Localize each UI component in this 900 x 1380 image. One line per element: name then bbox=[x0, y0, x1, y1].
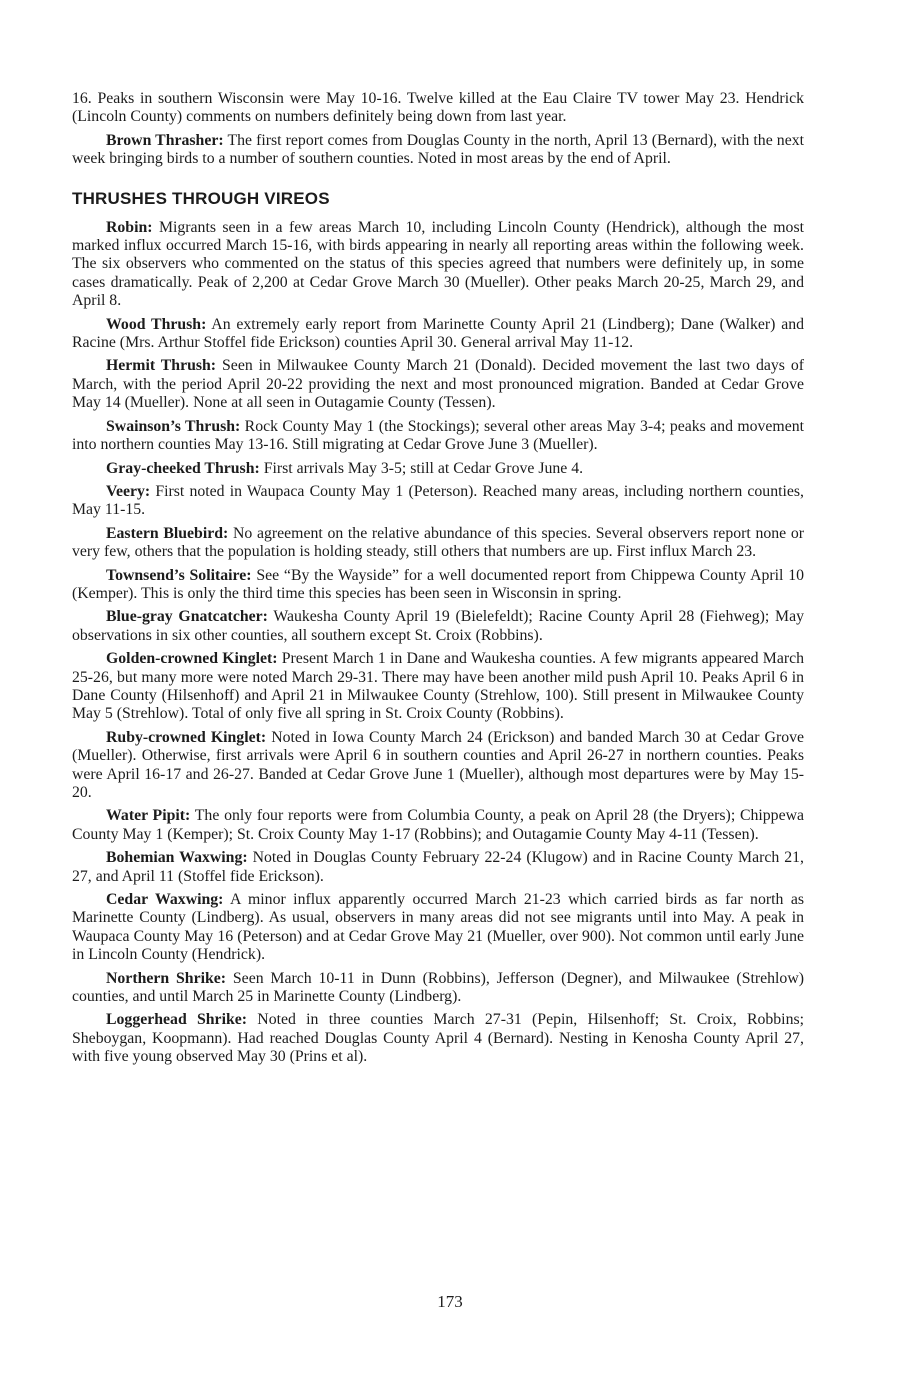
species-name: Cedar Waxwing: bbox=[106, 891, 224, 909]
species-name: Veery: bbox=[106, 482, 151, 500]
species-text: Noted in Douglas County February 22-24 (Klugow) and in Racine County March 21, 27, and April 11 (Stoffel fide Erickson). bbox=[72, 849, 804, 885]
intro-paragraph bbox=[72, 90, 804, 127]
species-entry bbox=[72, 316, 804, 353]
species-text: The first report comes from Douglas County in the north, April 13 (Bernard), with the next week bringing birds to a number of southern counties. Noted in most areas by the end of April. bbox=[72, 131, 804, 168]
species-text: Seen in Milwaukee County March 21 (Donald). Decided movement the last two days of March, with the period April 20-22 providing the next and most pronounced migration. Banded at Cedar Grove May 14 (Mueller). None at all seen in Outagamie County (Tessen). bbox=[72, 357, 804, 412]
species-name: Golden-crowned Kinglet: bbox=[106, 650, 278, 668]
section-heading: THRUSHES THROUGH VIREOS bbox=[72, 188, 330, 208]
species-text: First arrivals May 3-5; still at Cedar Grove June 4. bbox=[263, 459, 584, 477]
species-text: Noted in three counties March 27-31 (Pepin, Hilsenhoff; St. Croix, Robbins; Sheboygan, Koopmann). Had reached Douglas County April 4 (Bernard). Nesting in Kenosha County April 27, with five young observed May 30 (Prins et al). bbox=[72, 1011, 805, 1066]
species-text: Rock County May 1 (the Stockings); several other areas May 3-4; peaks and movement into northern counties May 13-16. Still migrating at Cedar Grove June 3 (Mueller). bbox=[72, 417, 804, 454]
species-name: Ruby-crowned Kinglet: bbox=[106, 728, 267, 746]
species-name: Brown Thrasher: bbox=[106, 131, 224, 149]
species-name: Northern Shrike: bbox=[106, 969, 227, 987]
species-text: See “By the Wayside” for a well documented report from Chippewa County April 10 (Kemper). This is only the third time this species has been seen in Wisconsin in spring. bbox=[72, 566, 804, 602]
species-entry bbox=[72, 1011, 804, 1066]
species-entry bbox=[72, 891, 804, 965]
species-entry bbox=[72, 849, 804, 886]
species-entry bbox=[72, 807, 804, 844]
species-text: An extremely early report from Marinette County April 21 (Lindberg); Dane (Walker) and Racine (Mrs. Arthur Stoffel fide Erickson) counties April 30. General arrival May 11-12. bbox=[72, 315, 804, 352]
species-name: Eastern Bluebird: bbox=[106, 524, 229, 542]
species-text: Waukesha County April 19 (Bielefeldt); Racine County April 28 (Fiehweg); May observations in six other counties, all southern except St. Croix (Robbins). bbox=[72, 608, 804, 644]
species-name: Gray-cheeked Thrush: bbox=[106, 459, 260, 477]
species-name: Hermit Thrush: bbox=[106, 357, 217, 375]
species-name: Townsend’s Solitaire: bbox=[106, 566, 252, 584]
entry-brown-thrasher bbox=[72, 132, 804, 169]
species-entry bbox=[72, 525, 804, 562]
species-text: First noted in Waupaca County May 1 (Peterson). Reached many areas, including northern counties, May 11-15. bbox=[72, 482, 804, 519]
species-name: Water Pipit: bbox=[106, 807, 191, 825]
species-entry bbox=[72, 483, 804, 520]
species-entry bbox=[72, 650, 804, 724]
species-text: The only four reports were from Columbia County, a peak on April 28 (the Dryers); Chippewa County May 1 (Kemper); St. Croix County May 1-17 (Robbins); and Outagamie County May 4-11 (Tessen). bbox=[72, 807, 804, 843]
species-entry bbox=[72, 608, 804, 645]
page-number: 173 bbox=[437, 1292, 463, 1311]
intro-text: 16. Peaks in southern Wisconsin were May 10-16. Twelve killed at the Eau Claire TV tower May 23. Hendrick (Lincoln County) comments on numbers definitely being down from last year. bbox=[72, 90, 804, 126]
species-entry bbox=[72, 970, 804, 1007]
species-name: Blue-gray Gnatcatcher: bbox=[106, 608, 268, 626]
species-name: Swainson’s Thrush: bbox=[106, 417, 241, 435]
species-entry bbox=[72, 219, 804, 311]
species-entry bbox=[72, 567, 804, 604]
species-text: Seen March 10-11 in Dunn (Robbins), Jefferson (Degner), and Milwaukee (Strehlow) counties, and until March 25 in Marinette County (Lindberg). bbox=[72, 969, 804, 1006]
species-entry bbox=[72, 729, 804, 803]
species-name: Robin: bbox=[106, 218, 153, 236]
species-entry bbox=[72, 357, 804, 412]
species-text: A minor influx apparently occurred March 21-23 which carried birds as far north as Marinette County (Lindberg). As usual, observers in many areas did not see migrants until into May. A peak in Waupaca County May 16 (Peterson) and at Cedar Grove May 21 (Mueller, over 900). Not common until early June in Lincoln County (Hendrick). bbox=[72, 891, 804, 964]
species-entry bbox=[72, 460, 804, 478]
species-entries bbox=[72, 219, 804, 1067]
species-text: Noted in Iowa County March 24 (Erickson) and banded March 30 at Cedar Grove (Mueller). Otherwise, first arrivals were April 6 in southern counties and April 26-27 in northern counties. Peaks were April 16-17 and 26-27. Banded at Cedar Grove June 1 (Mueller), although most departures were by May 15-20. bbox=[72, 728, 805, 801]
species-name: Loggerhead Shrike: bbox=[106, 1011, 248, 1029]
species-name: Wood Thrush: bbox=[106, 315, 207, 333]
species-text: Migrants seen in a few areas March 10, including Lincoln County (Hendrick), although the most marked influx occurred March 15-16, with birds appearing in nearly all reporting areas within the following week. The six observers who commented on the status of this species agreed that numbers were definitely up, in some cases dramatically. Peak of 2,200 at Cedar Grove March 30 (Mueller). Other peaks March 20-25, March 29, and April 8. bbox=[72, 218, 804, 310]
species-entry bbox=[72, 418, 804, 455]
species-name: Bohemian Waxwing: bbox=[106, 849, 248, 867]
species-text: Present March 1 in Dane and Waukesha counties. A few migrants appeared March 25-26, but many more were noted March 29-31. There may have been another mild push April 10. Peaks April 6 in Dane County (Hilsenhoff) and April 21 in Milwaukee County (Strehlow, 100). Still present in Milwaukee County May 5 (Strehlow). Total of only five all spring in St. Croix County (Robbins). bbox=[72, 650, 805, 723]
species-text: No agreement on the relative abundance of this species. Several observers report none or very few, others that the population is holding steady, still others that numbers are up. First influx March 23. bbox=[72, 524, 804, 561]
